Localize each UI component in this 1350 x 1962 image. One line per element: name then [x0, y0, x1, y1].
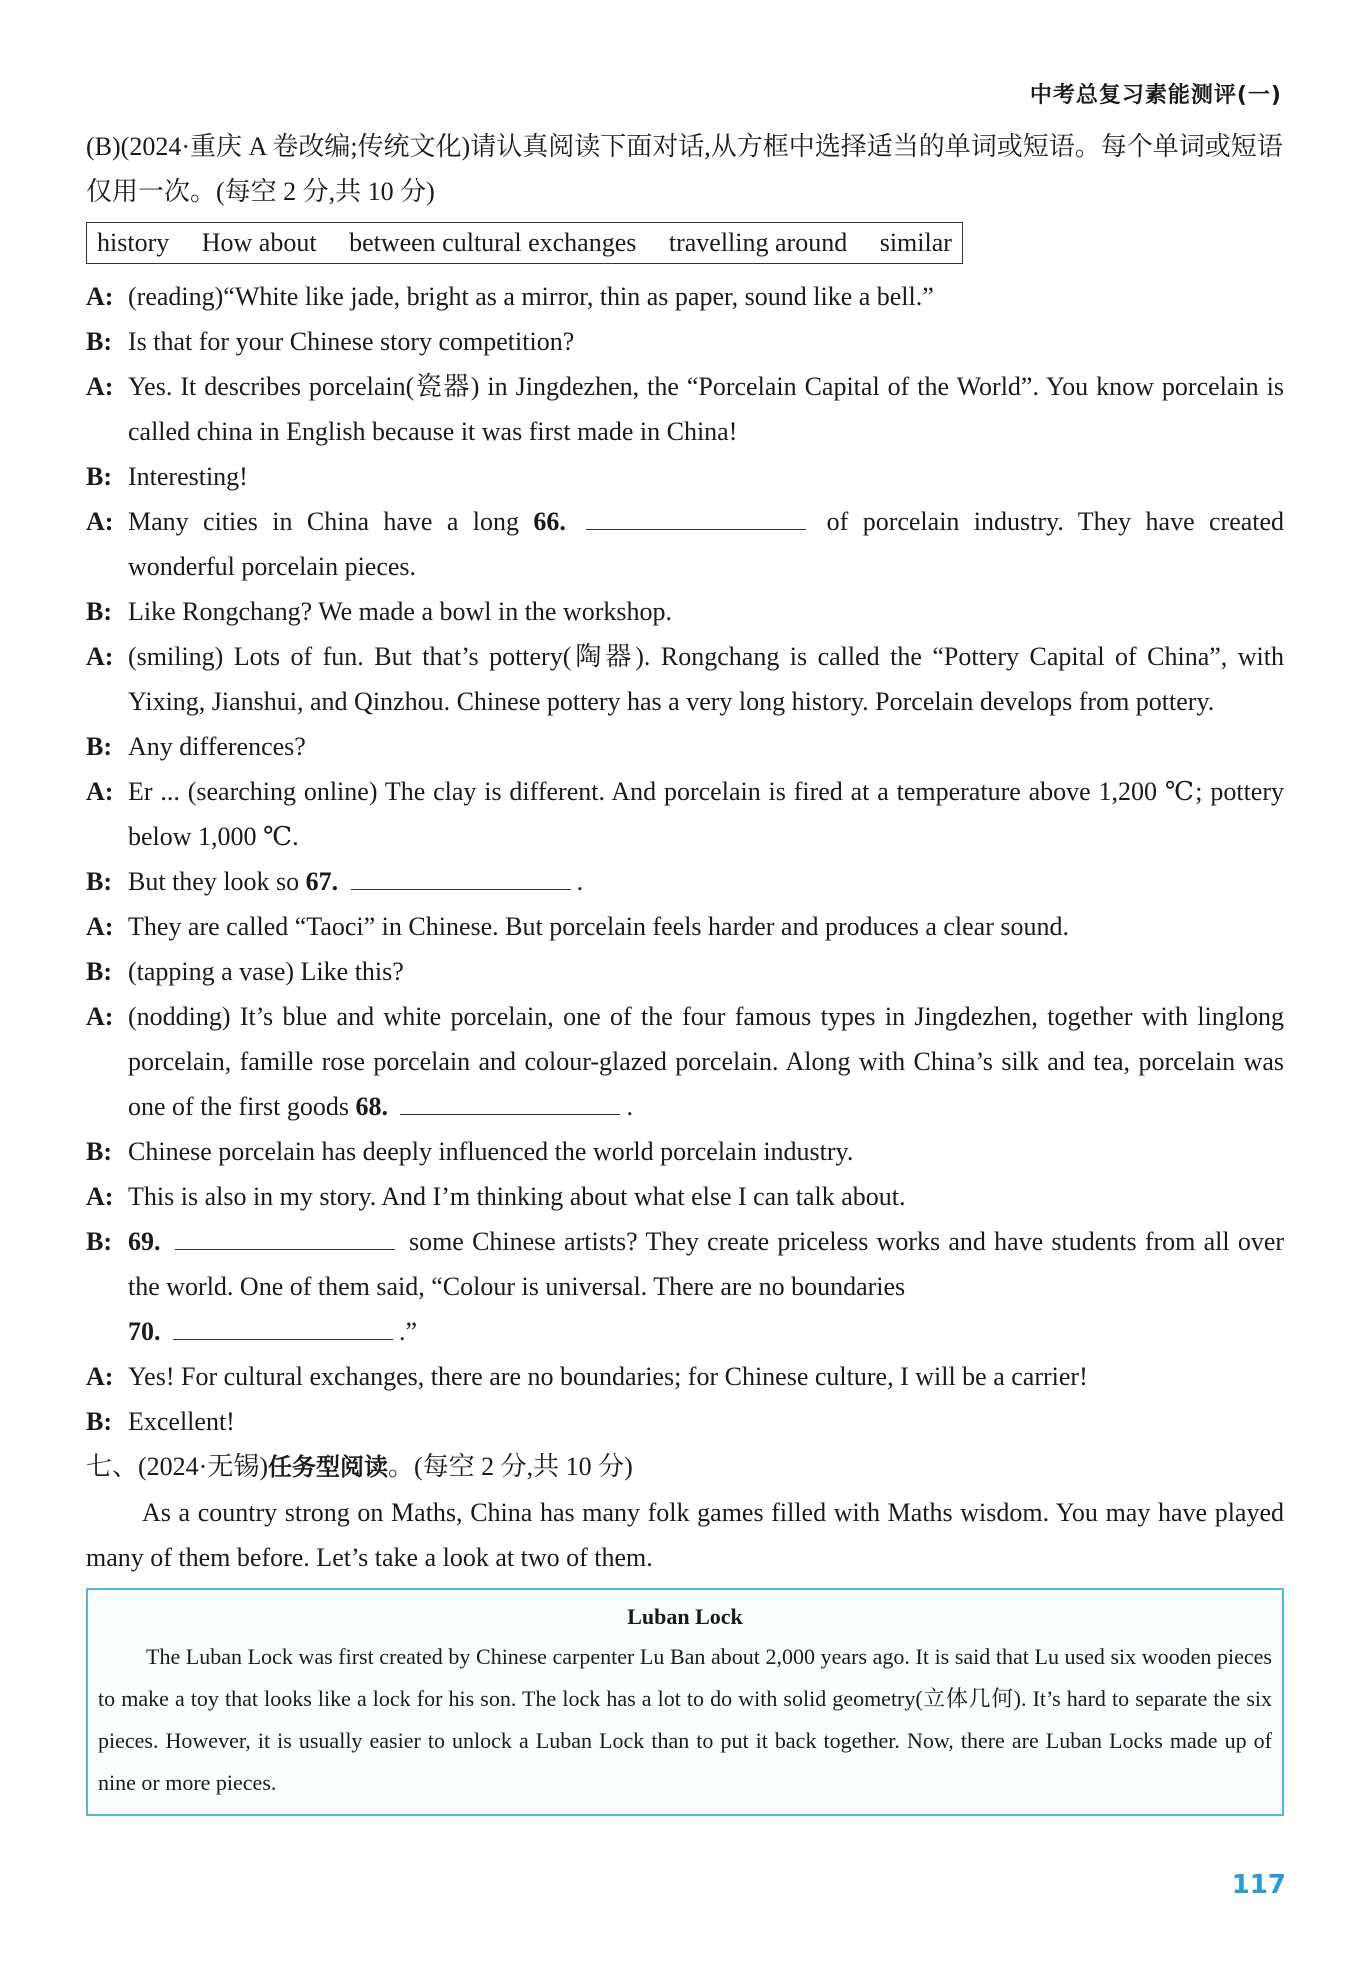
speaker-label: A:: [86, 912, 114, 941]
reading-box: [86, 1588, 1284, 1816]
speaker-label: A:: [86, 1362, 114, 1391]
section-7-prefix: 七、(2024·无锡): [86, 1452, 268, 1481]
speaker-label: A:: [86, 282, 114, 311]
dialogue-turn: [86, 859, 1284, 904]
word-box: [86, 222, 963, 264]
running-header: 中考总复习素能测评(一): [1029, 83, 1282, 108]
dialogue-turn: [86, 364, 1284, 454]
section-b-instruction: (B)(2024·重庆 A 卷改编;传统文化)请认真阅读下面对话,从方框中选择适当的单词或短语。每个单词或短语仅用一次。(每空 2 分,共 10 分): [86, 132, 1283, 206]
dialogue-turn: [86, 589, 1284, 634]
page-number: 117: [1231, 1870, 1286, 1900]
utterance: Interesting!: [128, 462, 248, 491]
dialogue-turn: [86, 499, 1284, 589]
speaker-label: B:: [86, 957, 112, 986]
dialogue-turn: [86, 1174, 1284, 1219]
answer-blank-67[interactable]: [351, 863, 571, 890]
word-box-item: between cultural exchanges: [349, 228, 637, 257]
reading-box-text: The Luban Lock was first created by Chinese carpenter Lu Ban about 2,000 years ago. It is said that Lu used six wooden pieces to make a toy that looks like a lock for his son. The lock has a lot to do with solid geometry(立体几何). It’s hard to separate the six pieces. However, it is usually easier to unlock a Luban Lock than to put it back together. Now, there are Luban Locks made up of nine or more pieces.: [98, 1644, 1272, 1795]
utterance-text: .: [576, 867, 584, 896]
speaker-label: B:: [86, 327, 112, 356]
dialogue: [86, 274, 1284, 1444]
word-box-item: history: [97, 228, 170, 257]
dialogue-turn: [86, 769, 1284, 859]
reading-box-title: Luban Lock: [627, 1604, 743, 1629]
question-number: 68.: [355, 1092, 388, 1121]
speaker-label: B:: [86, 1227, 112, 1256]
utterance: (tapping a vase) Like this?: [128, 957, 404, 986]
question-number: 69.: [128, 1227, 161, 1256]
utterance-text: Many cities in China have a long: [128, 507, 519, 536]
utterance-text: (nodding) It’s blue and white porcelain, one of the four famous types in Jingdezhen, together with linglong porcelain, famille rose porcelain and colour-glazed porcelain. Along with China’s silk and tea, porcelain was one of the first goods: [128, 1002, 1284, 1121]
utterance: Like Rongchang? We made a bowl in the workshop.: [128, 597, 673, 626]
utterance-text: of porcelain industry. They have created wonderful porcelain pieces.: [128, 507, 1285, 581]
speaker-label: B:: [86, 597, 112, 626]
utterance: This is also in my story. And I’m thinking about what else I can talk about.: [128, 1182, 906, 1211]
word-box-item: similar: [879, 228, 952, 257]
dialogue-turn: [86, 1399, 1284, 1444]
utterance: [128, 499, 1284, 589]
utterance: (smiling) Lots of fun. But that’s pottery(陶器). Rongchang is called the “Pottery Capital of China”, with Yixing, Jianshui, and Qinzhou. Chinese pottery has a very long history. Porcelain develops from pottery.: [128, 642, 1284, 716]
utterance-text: But they look so: [128, 867, 300, 896]
utterance: Yes! For cultural exchanges, there are no boundaries; for Chinese culture, I will be a carrier!: [128, 1362, 1088, 1391]
section-7-intro: As a country strong on Maths, China has many folk games filled with Maths wisdom. You may have played many of them before. Let’s take a look at two of them.: [86, 1498, 1284, 1572]
utterance: Er ... (searching online) The clay is different. And porcelain is fired at a temperature above 1,200 ℃; pottery below 1,000 ℃.: [128, 777, 1284, 851]
speaker-label: B:: [86, 867, 112, 896]
dialogue-turn: [86, 904, 1284, 949]
section-7-suffix: 。(每空 2 分,共 10 分): [387, 1452, 633, 1481]
word-box-item: travelling around: [668, 228, 848, 257]
dialogue-turn: [86, 634, 1284, 724]
utterance: (reading)“White like jade, bright as a mirror, thin as paper, sound like a bell.”: [128, 282, 934, 311]
dialogue-turn: [86, 1129, 1284, 1174]
utterance-text: .”: [399, 1317, 418, 1346]
speaker-label: A:: [86, 1182, 114, 1211]
utterance: Excellent!: [128, 1407, 235, 1436]
utterance-text: .: [626, 1092, 633, 1121]
dialogue-turn: [86, 994, 1284, 1129]
utterance: Yes. It describes porcelain(瓷器) in Jingdezhen, the “Porcelain Capital of the World”. You know porcelain is called china in English because it was first made in China!: [128, 372, 1284, 446]
speaker-label: A:: [86, 372, 114, 401]
dialogue-turn: [86, 454, 1284, 499]
answer-blank-69[interactable]: [175, 1223, 395, 1250]
utterance: [128, 859, 1284, 904]
speaker-label: A:: [86, 1002, 114, 1031]
section-7-task-title: 任务型阅读: [267, 1453, 388, 1481]
dialogue-turn: [86, 274, 1284, 319]
dialogue-turn: [86, 1219, 1284, 1354]
question-number: 70.: [128, 1317, 161, 1346]
answer-blank-68[interactable]: [400, 1088, 620, 1115]
utterance: [128, 994, 1284, 1129]
utterance-text: some Chinese artists? They create priceless works and have students from all over the world. One of them said, “Colour is universal. There are no boundaries: [128, 1227, 1285, 1301]
utterance: They are called “Taoci” in Chinese. But porcelain feels harder and produces a clear sound.: [128, 912, 1069, 941]
question-number: 67.: [305, 867, 339, 896]
speaker-label: B:: [86, 1407, 112, 1436]
word-box-item: How about: [201, 228, 317, 257]
answer-blank-70[interactable]: [173, 1313, 393, 1340]
dialogue-turn: [86, 724, 1284, 769]
speaker-label: A:: [86, 507, 114, 536]
utterance: Any differences?: [128, 732, 306, 761]
dialogue-turn: [86, 1354, 1284, 1399]
speaker-label: B:: [86, 1137, 112, 1166]
utterance: [128, 1219, 1284, 1354]
question-number: 66.: [533, 507, 566, 536]
dialogue-turn: [86, 319, 1284, 364]
utterance: Chinese porcelain has deeply influenced the world porcelain industry.: [128, 1137, 854, 1166]
speaker-label: B:: [86, 732, 112, 761]
dialogue-turn: [86, 949, 1284, 994]
utterance: Is that for your Chinese story competition?: [128, 327, 575, 356]
content: [86, 124, 1284, 1816]
section-7-heading: [86, 1444, 1284, 1490]
speaker-label: A:: [86, 642, 114, 671]
speaker-label: B:: [86, 462, 112, 491]
answer-blank-66[interactable]: [586, 503, 806, 530]
speaker-label: A:: [86, 777, 114, 806]
